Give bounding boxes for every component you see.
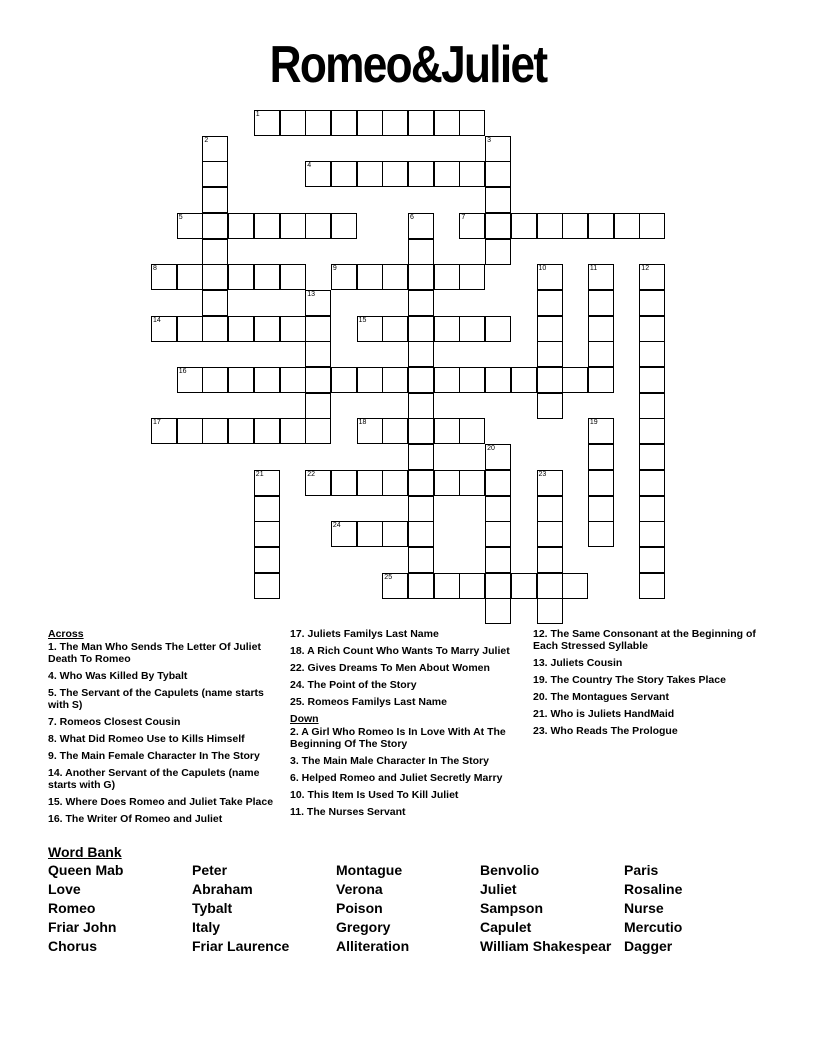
grid-cell[interactable] <box>562 213 588 239</box>
grid-cell[interactable] <box>434 264 460 290</box>
grid-cell[interactable] <box>408 444 434 470</box>
clue-number: 8 <box>153 265 157 273</box>
word-bank-item: Benvolio <box>480 862 540 878</box>
word-bank-item: Rosaline <box>624 881 683 897</box>
grid-cell[interactable] <box>408 161 434 187</box>
grid-cell[interactable] <box>408 393 434 419</box>
word-bank-item: Alliteration <box>336 938 410 954</box>
clue-item: 24. The Point of the Story <box>290 679 417 691</box>
grid-cell[interactable] <box>588 521 614 547</box>
grid-cell[interactable] <box>537 367 563 393</box>
grid-cell[interactable] <box>357 110 383 136</box>
grid-cell[interactable] <box>459 573 485 599</box>
grid-cell[interactable] <box>331 110 357 136</box>
grid-cell[interactable] <box>639 341 665 367</box>
grid-cell[interactable] <box>202 418 228 444</box>
clue-item: 9. The Main Female Character In The Story <box>48 750 260 762</box>
grid-cell[interactable] <box>331 367 357 393</box>
grid-cell[interactable] <box>639 418 665 444</box>
down-clue-list <box>290 726 520 818</box>
grid-cell[interactable] <box>305 393 331 419</box>
grid-cell[interactable] <box>177 418 203 444</box>
grid-cell[interactable] <box>305 161 331 187</box>
clue-number: 18 <box>358 419 367 427</box>
clue-number: 2 <box>204 136 209 144</box>
clue-item: 21. Who is Juliets HandMaid <box>533 708 675 720</box>
across-clue-list <box>48 641 278 825</box>
grid-cell[interactable] <box>639 521 665 547</box>
clue-number: 25 <box>384 573 393 581</box>
grid-cell[interactable] <box>459 110 485 136</box>
grid-cell[interactable] <box>408 264 434 290</box>
clue-item: 1. The Man Who Sends The Letter Of Juliet Death To Romeo <box>48 641 261 665</box>
grid-cell[interactable] <box>588 316 614 342</box>
grid-cell[interactable] <box>254 418 280 444</box>
grid-cell[interactable] <box>434 418 460 444</box>
grid-cell[interactable] <box>459 316 485 342</box>
grid-cell[interactable] <box>588 213 614 239</box>
grid-cell[interactable] <box>305 367 331 393</box>
grid-cell[interactable] <box>382 316 408 342</box>
grid-cell[interactable] <box>537 264 563 290</box>
word-bank-item: Abraham <box>192 881 253 897</box>
grid-cell[interactable] <box>357 316 383 342</box>
clue-item: 16. The Writer Of Romeo and Juliet <box>48 813 223 825</box>
grid-cell[interactable] <box>202 290 228 316</box>
grid-cell[interactable] <box>459 418 485 444</box>
clue-item: 22. Gives Dreams To Men About Women <box>290 662 490 674</box>
clue-item: 7. Romeos Closest Cousin <box>48 716 181 728</box>
clue-number: 21 <box>255 470 264 478</box>
grid-cell[interactable] <box>228 264 254 290</box>
clue-item: 20. The Montagues Servant <box>533 691 669 703</box>
clue-item: 18. A Rich Count Who Wants To Marry Juliet <box>290 645 510 657</box>
word-bank-item: William Shakespear <box>480 938 612 954</box>
grid-cell[interactable] <box>357 470 383 496</box>
grid-cell[interactable] <box>202 187 228 213</box>
grid-cell[interactable] <box>639 470 665 496</box>
clues-column-3 <box>533 628 768 742</box>
word-bank-item: Tybalt <box>192 900 233 916</box>
clue-number: 14 <box>153 316 161 324</box>
grid-cell[interactable] <box>459 264 485 290</box>
clue-item: 17. Juliets Familys Last Name <box>290 628 439 640</box>
grid-cell[interactable] <box>357 264 383 290</box>
grid-cell[interactable] <box>408 341 434 367</box>
grid-cell[interactable] <box>408 367 434 393</box>
grid-cell[interactable] <box>485 496 511 522</box>
grid-cell[interactable] <box>228 316 254 342</box>
word-bank-item: Italy <box>192 919 221 935</box>
grid-cell[interactable] <box>588 418 614 444</box>
grid-cell[interactable] <box>459 367 485 393</box>
clue-item: 4. Who Was Killed By Tybalt <box>48 670 188 682</box>
grid-cell[interactable] <box>202 161 228 187</box>
grid-cell[interactable] <box>177 264 203 290</box>
grid-cell[interactable] <box>177 213 203 239</box>
grid-cell[interactable] <box>408 521 434 547</box>
clues-column-1 <box>48 628 278 830</box>
clue-item: 23. Who Reads The Prologue <box>533 725 678 737</box>
grid-cell[interactable] <box>537 393 563 419</box>
word-bank-item: Gregory <box>336 919 391 935</box>
grid-cell[interactable] <box>357 161 383 187</box>
grid-cell[interactable] <box>151 316 177 342</box>
grid-cell[interactable] <box>408 496 434 522</box>
grid-cell[interactable] <box>537 290 563 316</box>
clue-number: 7 <box>461 213 466 221</box>
grid-cell[interactable] <box>485 521 511 547</box>
grid-cell[interactable] <box>382 573 408 599</box>
word-bank-header: Word Bank <box>48 844 122 860</box>
grid-cell[interactable] <box>537 598 563 624</box>
clue-item: 6. Helped Romeo and Juliet Secretly Marry <box>290 772 503 784</box>
word-bank-item: Dagger <box>624 938 673 954</box>
grid-cell[interactable] <box>331 264 357 290</box>
clue-number: 15 <box>358 316 367 324</box>
word-bank-item: Capulet <box>480 919 532 935</box>
grid-cell[interactable] <box>408 110 434 136</box>
grid-cell[interactable] <box>588 444 614 470</box>
clue-number: 4 <box>307 162 312 170</box>
grid-cell[interactable] <box>639 573 665 599</box>
grid-cell[interactable] <box>280 367 306 393</box>
grid-cell[interactable] <box>408 573 434 599</box>
grid-cell[interactable] <box>485 598 511 624</box>
grid-cell[interactable] <box>202 239 228 265</box>
word-bank-item: Sampson <box>480 900 544 916</box>
clue-number: 11 <box>589 265 598 273</box>
grid-cell[interactable] <box>485 187 511 213</box>
grid-cell[interactable] <box>331 470 357 496</box>
grid-cell[interactable] <box>280 316 306 342</box>
grid-cell[interactable] <box>588 496 614 522</box>
grid-cell[interactable] <box>434 367 460 393</box>
clue-number: 24 <box>332 522 341 530</box>
word-bank-item: Peter <box>192 862 228 878</box>
grid-cell[interactable] <box>254 521 280 547</box>
grid-cell[interactable] <box>639 444 665 470</box>
clue-item: 14. Another Servant of the Capulets (name starts with G) <box>48 767 260 791</box>
grid-cell[interactable] <box>305 213 331 239</box>
clue-number: 3 <box>487 136 491 144</box>
clue-item: 2. A Girl Who Romeo Is In Love With At The Beginning Of The Story <box>290 726 506 750</box>
grid-cell[interactable] <box>177 367 203 393</box>
grid-cell[interactable] <box>228 367 254 393</box>
grid-cell[interactable] <box>202 316 228 342</box>
word-bank-item: Love <box>48 881 81 897</box>
clue-item: 15. Where Does Romeo and Juliet Take Place <box>48 796 274 808</box>
clue-item: 5. The Servant of the Capulets (name starts with S) <box>48 687 264 711</box>
grid-cell[interactable] <box>382 470 408 496</box>
grid-cell[interactable] <box>562 367 588 393</box>
grid-cell[interactable] <box>254 496 280 522</box>
page-title: Romeo&Juliet <box>269 36 547 94</box>
grid-cell[interactable] <box>485 161 511 187</box>
grid-cell[interactable] <box>280 418 306 444</box>
word-bank-item: Chorus <box>48 938 97 954</box>
grid-cell[interactable] <box>408 290 434 316</box>
clue-number: 17 <box>153 419 161 427</box>
grid-cell[interactable] <box>537 521 563 547</box>
clue-item: 10. This Item Is Used To Kill Juliet <box>290 789 459 801</box>
grid-cell[interactable] <box>357 367 383 393</box>
grid-cell[interactable] <box>408 213 434 239</box>
word-bank-item: Mercutio <box>624 919 683 935</box>
grid-cell[interactable] <box>562 573 588 599</box>
grid-cell[interactable] <box>408 470 434 496</box>
grid-cell[interactable] <box>614 213 640 239</box>
clue-item: 11. The Nurses Servant <box>290 806 406 818</box>
clue-number: 23 <box>538 470 547 478</box>
grid-cell[interactable] <box>331 521 357 547</box>
grid-cell[interactable] <box>408 316 434 342</box>
grid-cell[interactable] <box>639 367 665 393</box>
clue-item: 12. The Same Consonant at the Beginning of Each Stressed Syllable <box>533 628 756 652</box>
grid-cell[interactable] <box>382 264 408 290</box>
grid-cell[interactable] <box>254 316 280 342</box>
grid-cell[interactable] <box>382 418 408 444</box>
grid-cell[interactable] <box>639 290 665 316</box>
grid-cell[interactable] <box>537 341 563 367</box>
word-bank-item: Montague <box>336 862 403 878</box>
grid-cell[interactable] <box>537 316 563 342</box>
grid-cell[interactable] <box>639 496 665 522</box>
grid-cell[interactable] <box>254 470 280 496</box>
grid-cell[interactable] <box>331 213 357 239</box>
grid-cell[interactable] <box>305 290 331 316</box>
grid-cell[interactable] <box>639 213 665 239</box>
word-bank-item: Friar John <box>48 919 117 935</box>
grid-cell[interactable] <box>408 239 434 265</box>
word-bank-item: Juliet <box>480 881 517 897</box>
grid-cell[interactable] <box>588 264 614 290</box>
word-bank-item: Nurse <box>624 900 664 916</box>
grid-cell[interactable] <box>254 367 280 393</box>
clue-item: 19. The Country The Story Takes Place <box>533 674 726 686</box>
clue-number: 22 <box>307 470 315 478</box>
grid-cell[interactable] <box>485 573 511 599</box>
word-bank-item: Poison <box>336 900 383 916</box>
clue-number: 19 <box>589 419 598 427</box>
grid-cell[interactable] <box>254 213 280 239</box>
grid-cell[interactable] <box>254 110 280 136</box>
grid-cell[interactable] <box>485 470 511 496</box>
grid-cell[interactable] <box>254 264 280 290</box>
grid-cell[interactable] <box>228 213 254 239</box>
grid-cell[interactable] <box>434 573 460 599</box>
grid-cell[interactable] <box>151 418 177 444</box>
grid-cell[interactable] <box>459 470 485 496</box>
grid-cell[interactable] <box>280 213 306 239</box>
grid-cell[interactable] <box>511 213 537 239</box>
grid-cell[interactable] <box>485 316 511 342</box>
word-bank-item: Romeo <box>48 900 96 916</box>
clues-column-2 <box>290 628 520 823</box>
clue-item: 3. The Main Male Character In The Story <box>290 755 489 767</box>
grid-cell[interactable] <box>511 367 537 393</box>
clue-number: 10 <box>538 265 547 273</box>
clue-item: 13. Juliets Cousin <box>533 657 623 669</box>
grid-cell[interactable] <box>537 573 563 599</box>
grid-cell[interactable] <box>485 136 511 162</box>
grid-cell[interactable] <box>485 444 511 470</box>
grid-cell[interactable] <box>459 161 485 187</box>
grid-cell[interactable] <box>485 239 511 265</box>
grid-cell[interactable] <box>408 547 434 573</box>
across-clue-list-continued <box>290 628 520 708</box>
word-bank-item: Friar Laurence <box>192 938 290 954</box>
down-clue-list-continued <box>533 628 768 737</box>
grid-cell[interactable] <box>357 418 383 444</box>
grid-cell[interactable] <box>537 213 563 239</box>
clue-number: 20 <box>487 445 495 453</box>
grid-cell[interactable] <box>151 264 177 290</box>
grid-cell[interactable] <box>639 393 665 419</box>
word-bank-item: Paris <box>624 862 659 878</box>
clue-item: 25. Romeos Familys Last Name <box>290 696 447 708</box>
grid-cell[interactable] <box>254 547 280 573</box>
word-bank-item: Verona <box>336 881 383 897</box>
grid-cell[interactable] <box>639 316 665 342</box>
grid-cell[interactable] <box>434 161 460 187</box>
grid-cell[interactable] <box>382 110 408 136</box>
grid-cell[interactable] <box>305 341 331 367</box>
clue-number: 5 <box>178 213 183 221</box>
grid-cell[interactable] <box>305 110 331 136</box>
grid-cell[interactable] <box>434 470 460 496</box>
across-header: Across <box>48 628 84 640</box>
grid-cell[interactable] <box>485 367 511 393</box>
grid-cell[interactable] <box>588 470 614 496</box>
grid-cell[interactable] <box>485 213 511 239</box>
grid-cell[interactable] <box>382 521 408 547</box>
grid-cell[interactable] <box>280 264 306 290</box>
grid-cell[interactable] <box>459 213 485 239</box>
clue-number: 13 <box>307 290 315 298</box>
grid-cell[interactable] <box>177 316 203 342</box>
grid-cell[interactable] <box>305 316 331 342</box>
grid-cell[interactable] <box>588 290 614 316</box>
grid-cell[interactable] <box>305 418 331 444</box>
grid-cell[interactable] <box>537 547 563 573</box>
clue-item: 8. What Did Romeo Use to Kills Himself <box>48 733 245 745</box>
clue-number: 16 <box>178 368 187 375</box>
grid-cell[interactable] <box>382 367 408 393</box>
clue-number: 1 <box>255 111 260 118</box>
grid-cell[interactable] <box>639 547 665 573</box>
clue-number: 12 <box>641 265 650 273</box>
grid-cell[interactable] <box>228 418 254 444</box>
grid-cell[interactable] <box>511 573 537 599</box>
clue-number: 6 <box>410 213 414 221</box>
grid-cell[interactable] <box>588 367 614 393</box>
grid-cell[interactable] <box>434 316 460 342</box>
down-header: Down <box>290 713 319 725</box>
grid-cell[interactable] <box>331 161 357 187</box>
grid-cell[interactable] <box>537 496 563 522</box>
grid-cell[interactable] <box>639 264 665 290</box>
grid-cell[interactable] <box>202 367 228 393</box>
grid-cell[interactable] <box>588 341 614 367</box>
grid-cell[interactable] <box>202 264 228 290</box>
grid-cell[interactable] <box>434 110 460 136</box>
grid-cell[interactable] <box>202 213 228 239</box>
grid-cell[interactable] <box>408 418 434 444</box>
grid-cell[interactable] <box>485 547 511 573</box>
grid-cell[interactable] <box>537 470 563 496</box>
clue-number: 9 <box>332 265 337 273</box>
grid-cell[interactable] <box>254 573 280 599</box>
word-bank-item: Queen Mab <box>48 862 124 878</box>
grid-cell[interactable] <box>305 470 331 496</box>
grid-cell[interactable] <box>382 161 408 187</box>
grid-cell[interactable] <box>202 136 228 162</box>
grid-cell[interactable] <box>357 521 383 547</box>
grid-cell[interactable] <box>280 110 306 136</box>
